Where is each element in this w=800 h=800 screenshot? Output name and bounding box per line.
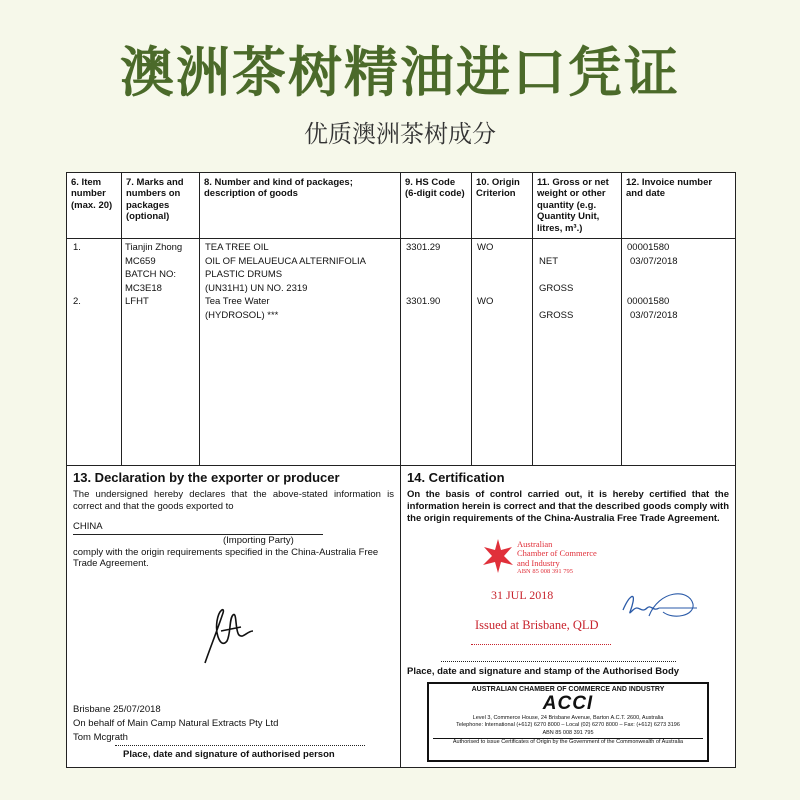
header-hs-code: 9. HS Code (6-digit code)	[401, 173, 472, 239]
goods-line: (UN31H1) UN NO. 2319	[205, 283, 308, 294]
certification-footer: Place, date and signature and stamp of the Authorised Body	[407, 666, 680, 677]
chamber-star-icon	[481, 538, 515, 574]
column-hs	[401, 239, 472, 465]
declaration-person: Tom Mcgrath	[73, 732, 128, 743]
certification-text: On the basis of control carried out, it is hereby certified that the information herein is correct and that the described goods comply with the origin requirements of the China-Australia Free Trade Agreement.	[407, 489, 729, 524]
stamp-line: Chamber of Commerce	[517, 548, 597, 559]
header-invoice: 12. Invoice number and date	[622, 173, 735, 239]
declaration-behalf: On behalf of Main Camp Natural Extracts Pty Ltd	[73, 718, 279, 729]
header-item-number: 6. Item number (max. 20)	[67, 173, 122, 239]
issued-at: Issued at Brisbane, QLD	[475, 618, 599, 632]
weight-type: NET	[539, 256, 558, 267]
weight-type: GROSS	[539, 310, 574, 321]
stamp-line: and Industry	[517, 557, 560, 568]
goods-line: PLASTIC DRUMS	[205, 269, 283, 280]
declaration-text: The undersigned hereby declares that the above-stated information is correct and that the goods exported to	[73, 489, 394, 512]
column-origin	[472, 239, 533, 465]
comply-text: comply with the origin requirements specified in the China-Australia Free Trade Agreement.	[73, 546, 379, 570]
declaration-section	[67, 465, 401, 767]
header-origin: 10. Origin Criterion	[472, 173, 533, 239]
declaration-heading: 13. Declaration by the exporter or producer	[73, 470, 340, 485]
goods-line: (HYDROSOL) ***	[205, 310, 279, 321]
issued-dotted-line	[471, 644, 611, 645]
declaration-place-date: Brisbane 25/07/2018	[73, 704, 161, 715]
stamp-abn: ABN 85 008 391 795	[517, 568, 573, 576]
acci-box	[427, 682, 709, 762]
goods-line: Tea Tree Water	[205, 296, 270, 307]
header-weight: 11. Gross or net weight or other quantity (e.g. Quantity Unit, litres, m³.)	[533, 173, 622, 239]
authority-dotted-line	[441, 661, 676, 662]
item-2: 2.	[73, 296, 81, 307]
weight-type: GROSS	[539, 283, 574, 294]
acci-name: AUSTRALIAN CHAMBER OF COMMERCE AND INDUSTRY	[471, 686, 665, 693]
certificate-document	[66, 172, 736, 768]
marks-line: Tianjin Zhong	[125, 242, 183, 253]
stamp-line: Australian	[517, 539, 553, 549]
invoice-number: 00001580	[627, 296, 670, 307]
invoice-date: 03/07/2018	[630, 256, 678, 267]
acci-logo: ACCI	[542, 693, 594, 714]
page-title: 澳洲茶树精油进口凭证	[120, 41, 680, 104]
exporter-signature	[197, 601, 257, 671]
importing-party-label: (Importing Party)	[223, 534, 294, 546]
marks-line: LFHT	[125, 296, 149, 307]
export-country: CHINA	[73, 521, 323, 535]
signature-dotted-line	[115, 745, 365, 746]
marks-line: MC659	[125, 256, 156, 267]
marks-line: BATCH NO:	[125, 269, 177, 280]
header-marks: 7. Marks and numbers on packages (optional)	[122, 173, 200, 239]
origin-criterion: WO	[477, 296, 494, 307]
goods-line: OIL OF MELAUEUCA ALTERNIFOLIA	[205, 256, 367, 267]
acci-abn: ABN 85 008 391 795	[542, 729, 594, 736]
invoice-number: 00001580	[627, 242, 670, 253]
page-subtitle: 优质澳洲茶树成分	[304, 120, 496, 148]
acci-phone: Telephone: International (+612) 6270 8000 – Local (02) 6270 8000 – Fax: (+612) 6273 3196	[456, 722, 680, 729]
marks-line: MC3E18	[125, 283, 162, 294]
chamber-stamp	[517, 540, 597, 575]
invoice-date: 03/07/2018	[630, 310, 678, 321]
hs-code: 3301.90	[406, 296, 441, 307]
certification-heading: 14. Certification	[407, 470, 505, 485]
column-weight	[533, 239, 622, 465]
declaration-footer: Place, date and signature of authorised person	[123, 749, 335, 760]
authority-signature	[619, 586, 699, 626]
hs-code: 3301.29	[406, 242, 441, 253]
certification-date: 31 JUL 2018	[491, 588, 554, 602]
goods-line: TEA TREE OIL	[205, 242, 269, 253]
header-description: 8. Number and kind of packages; description of goods	[200, 173, 401, 239]
origin-criterion: WO	[477, 242, 494, 253]
acci-address: Level 3, Commerce House, 24 Brisbane Avenue, Barton A.C.T. 2600, Australia	[472, 715, 664, 721]
certification-section	[401, 465, 735, 767]
column-item	[67, 239, 122, 465]
acci-authorised: Authorised to issue Certificates of Origin by the Government of the Commonwealth of Australia	[433, 738, 703, 746]
item-1: 1.	[73, 242, 81, 253]
